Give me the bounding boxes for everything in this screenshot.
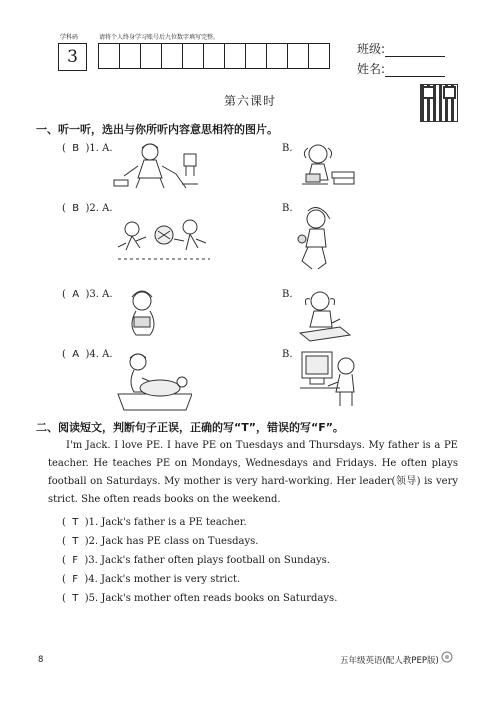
q4-answer[interactable]: A	[72, 349, 80, 360]
q1-row: ( B )1. A.	[62, 143, 113, 154]
section1-title: 一、听一听，选出与你所听内容意思相符的图片。	[36, 123, 278, 136]
q1-option-b: B.	[282, 143, 293, 154]
q2-row: ( B )2. A.	[62, 203, 113, 214]
q4-row: ( A )4. A.	[62, 349, 113, 360]
flower-icon	[440, 650, 454, 664]
tf-answer-2[interactable]: T	[72, 536, 79, 547]
tf-item-4: ( F )4. Jack's mother is very strict.	[62, 574, 241, 585]
q2-option-b: B.	[282, 203, 293, 214]
q4-option-b: B.	[282, 349, 293, 360]
account-cell[interactable]	[203, 43, 225, 69]
tf-answer-4[interactable]: F	[72, 574, 79, 585]
section2-title: 二、阅读短文，判断句子正误，正确的写“T”，错误的写“F”。	[36, 421, 344, 434]
account-cell[interactable]	[161, 43, 183, 69]
lesson-title: 第六课时	[223, 94, 276, 108]
class-label: 班级:	[357, 42, 386, 56]
tf-text-1: 1. Jack's father is a PE teacher.	[88, 517, 247, 528]
q3-option-b: B.	[282, 289, 293, 300]
q2-option-a: 2. A.	[89, 203, 113, 214]
subject-code-box: 3	[58, 43, 87, 71]
q1-answer[interactable]: B	[72, 143, 80, 154]
subject-code-label: 学科码	[60, 34, 79, 41]
tf-item-3: ( F )3. Jack's father often plays football on Sundays.	[62, 555, 330, 566]
reading-passage: I'm Jack. I love PE. I have PE on Tuesdays and Thursdays. My father is a PE teacher. He teaches PE on Mondays, Wednesdays and Fridays. He often plays football on Saturdays. My mother is very hard-working. Her leader(领导) is very strict. She often reads books on the weekend.	[48, 440, 458, 505]
account-cell[interactable]	[182, 43, 204, 69]
account-cell[interactable]	[308, 43, 330, 69]
tf-item-5: ( T )5. Jack's mother often reads books on Saturdays.	[62, 593, 338, 604]
tf-answer-1[interactable]: T	[72, 517, 79, 528]
page-number: 8	[38, 655, 44, 665]
class-underline[interactable]	[385, 44, 445, 57]
tf-text-3: 3. Jack's father often plays football on Sundays.	[88, 555, 330, 566]
name-field[interactable]	[357, 60, 445, 77]
tf-answer-3[interactable]: F	[72, 555, 79, 566]
name-underline[interactable]	[385, 64, 445, 77]
account-cell[interactable]	[98, 43, 120, 69]
girl-reading-illustration	[292, 140, 362, 192]
girl-writing-illustration	[296, 287, 356, 345]
account-cell[interactable]	[140, 43, 162, 69]
tf-text-4: 4. Jack's mother is very strict.	[88, 574, 241, 585]
tf-text-2: 2. Jack has PE class on Tuesdays.	[88, 536, 259, 547]
name-label: 姓名:	[357, 62, 386, 76]
q3-option-a: 3. A.	[89, 289, 113, 300]
girl-sitting-illustration	[292, 205, 342, 275]
boy-using-computer-illustration	[300, 348, 364, 410]
sweeping-floor-illustration	[110, 140, 205, 192]
boys-playing-football-illustration	[118, 215, 210, 265]
tf-text-5: 5. Jack's mother often reads books on Saturdays.	[88, 593, 338, 604]
tf-item-2: ( T )2. Jack has PE class on Tuesdays.	[62, 536, 259, 547]
account-cell[interactable]	[224, 43, 246, 69]
class-field[interactable]	[357, 40, 445, 57]
girl-washing-dog-illustration	[116, 350, 192, 412]
account-cell[interactable]	[287, 43, 309, 69]
q3-answer[interactable]: A	[72, 289, 80, 300]
girl-reading-book-illustration	[118, 287, 168, 339]
account-cell[interactable]	[245, 43, 267, 69]
q3-row: ( A )3. A.	[62, 289, 113, 300]
q1-option-a: 1. A.	[89, 143, 113, 154]
q2-answer[interactable]: B	[72, 203, 80, 214]
tf-answer-5[interactable]: T	[72, 593, 79, 604]
q4-option-a: 4. A.	[89, 349, 113, 360]
account-number-cells[interactable]	[98, 43, 329, 69]
account-cell[interactable]	[266, 43, 288, 69]
tf-item-1: ( T )1. Jack's father is a PE teacher.	[62, 517, 247, 528]
account-instruction: 请将个人终身学习账号后九位数字填写完整。	[99, 34, 220, 41]
account-cell[interactable]	[119, 43, 141, 69]
book-title: 五年级英语(配人教PEP版)	[340, 656, 439, 666]
